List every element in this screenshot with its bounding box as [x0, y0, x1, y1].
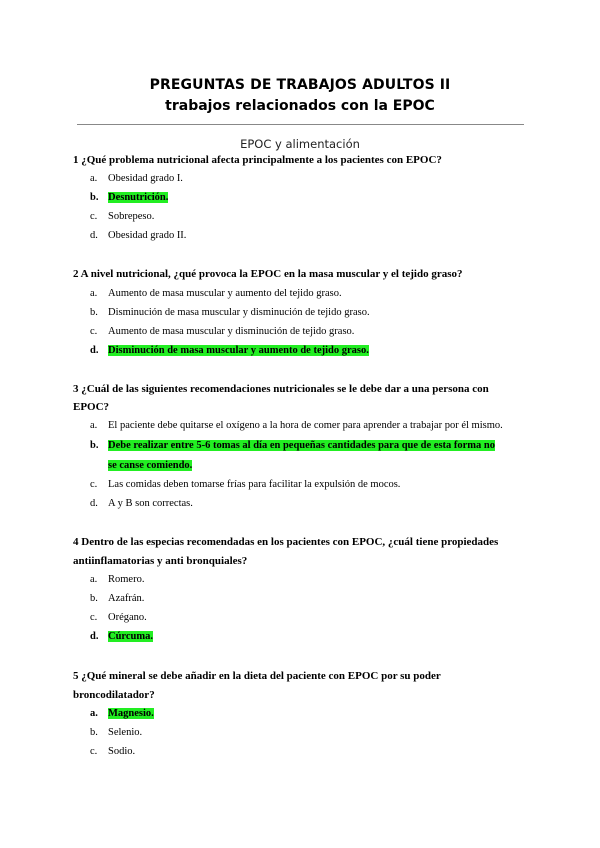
- question-1-option-c: c. Sobrepeso.: [90, 211, 155, 222]
- question-5-option-a-correct: a. Magnesio.: [90, 708, 154, 719]
- question-3-option-a: a. El paciente debe quitarse el oxígeno a la hora de comer para aprender a trabajar por él mismo.: [90, 420, 503, 431]
- question-3-option-b-correct: b. Debe realizar entre 5-6 tomas al día en pequeñas cantidades para que de esta forma no: [90, 440, 496, 451]
- question-1-option-d: d. Obesidad grado II.: [90, 230, 187, 241]
- question-4-option-d-correct: d. Cúrcuma.: [90, 631, 154, 642]
- question-2-option-c: c. Aumento de masa muscular y disminución de tejido graso.: [90, 326, 355, 337]
- question-5-option-b: b. Selenio.: [90, 727, 143, 738]
- question-3-line-2: EPOC?: [73, 401, 110, 413]
- question-2-option-a: a. Aumento de masa muscular y aumento del tejido graso.: [90, 288, 342, 299]
- question-2: 2 A nivel nutricional, ¿qué provoca la EPOC en la masa muscular y el tejido graso?: [73, 268, 463, 280]
- question-5-option-c: c. Sodio.: [90, 746, 136, 757]
- question-4-option-c: c. Orégano.: [90, 612, 147, 623]
- question-3-option-d: d. A y B son correctas.: [90, 498, 193, 509]
- question-3-option-c: c. Las comidas deben tomarse frías para facilitar la expulsión de mocos.: [90, 479, 401, 490]
- question-5-line-1: 5 ¿Qué mineral se debe añadir en la dieta del paciente con EPOC por su poder: [73, 670, 441, 682]
- question-2-option-b: b. Disminución de masa muscular y disminución de tejido graso.: [90, 307, 370, 318]
- question-1-option-b-correct: b. Desnutrición.: [90, 192, 169, 203]
- question-4-line-1: 4 Dentro de las especias recomendadas en los pacientes con EPOC, ¿cuál tiene propiedades: [73, 536, 499, 548]
- page-subtitle: trabajos relacionados con la EPOC: [165, 98, 435, 114]
- question-1: 1 ¿Qué problema nutricional afecta principalmente a los pacientes con EPOC?: [73, 154, 442, 166]
- page-title: PREGUNTAS DE TRABAJOS ADULTOS II: [149, 77, 451, 93]
- question-4-option-a: a. Romero.: [90, 574, 145, 585]
- section-title: EPOC y alimentación: [240, 137, 360, 151]
- question-3-option-b-continuation: se canse comiendo.: [108, 460, 193, 471]
- question-4-line-2: antiinflamatorias y anti bronquiales?: [73, 555, 248, 567]
- question-5-line-2: broncodilatador?: [73, 689, 155, 701]
- question-2-option-d-correct: d. Disminución de masa muscular y aumento de tejido graso.: [90, 345, 369, 356]
- header-divider: [77, 124, 524, 125]
- question-1-option-a: a. Obesidad grado I.: [90, 173, 183, 184]
- question-4-option-b: b. Azafrán.: [90, 593, 145, 604]
- document-header: [0, 76, 600, 117]
- question-3-line-1: 3 ¿Cuál de las siguientes recomendaciones nutricionales se le debe dar a una persona con: [73, 383, 489, 395]
